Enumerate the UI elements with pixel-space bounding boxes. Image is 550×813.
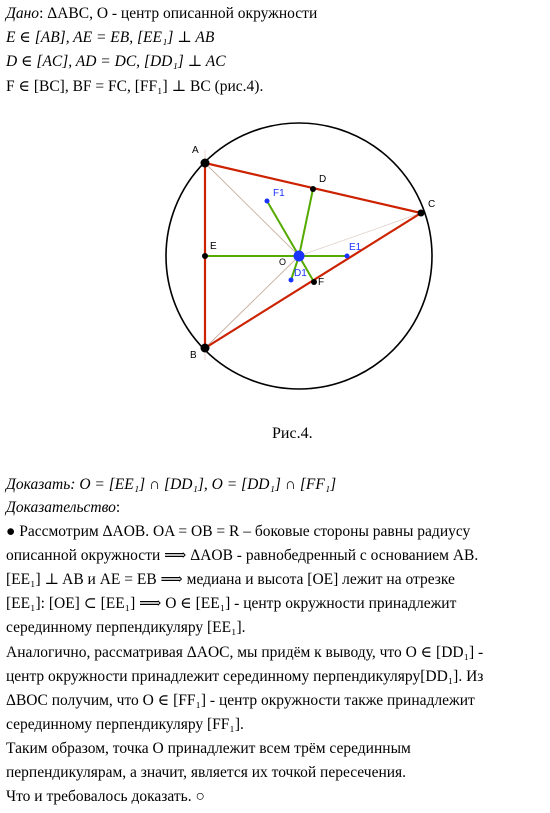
proof-heading	[6, 498, 120, 518]
given-line-2: E ∈ [AB], AE = EB, [EE₁] ⊥ AB	[6, 29, 215, 46]
proof-line-9: серединному перпендикуляру [FF₁].	[6, 716, 244, 733]
given-line-1	[6, 4, 317, 24]
segment-AO	[205, 163, 299, 256]
center-O	[294, 251, 305, 262]
point-E	[202, 253, 208, 259]
point-D	[310, 186, 316, 192]
geometry-figure	[0, 110, 550, 430]
label-D: D	[319, 174, 327, 185]
proof-line-8: ΔBOC получим, что O ∈ [FF₁] - центр окружности также принадлежит	[6, 692, 475, 709]
perpendicular-DD1	[299, 189, 313, 256]
label-E: E	[210, 241, 217, 252]
proof-line-12: Что и требовалось доказать. ○	[6, 788, 205, 805]
label-A: A	[192, 145, 199, 156]
prove-label: Доказать	[6, 476, 71, 493]
prove-statement: : O = [EE₁] ∩ [DD₁], O = [DD₁] ∩ [FF₁]	[70, 476, 337, 493]
proof-label: Доказательство	[6, 499, 116, 516]
figure-caption: Рис.4.	[272, 425, 313, 442]
point-E1	[345, 254, 350, 259]
label-F1: F1	[273, 188, 285, 199]
proof-line-10: Таким образом, точка О принадлежит всем трём серединным	[6, 740, 411, 757]
point-C	[418, 210, 425, 217]
label-B: B	[190, 350, 197, 361]
proof-line-1: ● Рассмотрим ΔAOB. OA = OB = R – боковые стороны равны радиусу	[6, 523, 471, 540]
proof-line-3: [EE₁] ⊥ AB и AE = EB ⟹ медиана и высота [OE] лежит на отрезке	[6, 571, 455, 588]
label-E1: E1	[349, 242, 362, 253]
given-label: Дано	[6, 5, 40, 22]
point-B	[201, 344, 210, 353]
label-D1: D1	[294, 268, 307, 279]
given-line-4: F ∈ [BC], BF = FC, [FF₁] ⊥ BC (рис.4).	[6, 78, 264, 95]
point-F	[311, 279, 317, 285]
point-A	[201, 159, 210, 168]
proof-line-6: Аналогично, рассматривая ΔAOC, мы придём к выводу, что O ∈ [DD₁] -	[6, 644, 484, 661]
proof-line-2: описанной окружности ⟹ ΔAOB - равнобедренный с основанием AB.	[6, 547, 479, 564]
proof-line-5: серединному перпендикуляру [EE₁].	[6, 619, 246, 636]
proof-line-11: перпендикулярам, а значит, является их точкой пересечения.	[6, 764, 407, 781]
prove-line	[6, 475, 336, 495]
proof-line-4: [EE₁]: [OE] ⊂ [EE₁] ⟹ O ∈ [EE₁] - центр окружности принадлежит	[6, 595, 457, 612]
label-F: F	[318, 277, 325, 288]
given-line-3: D ∈ [AC], AD = DC, [DD₁] ⊥ AC	[6, 53, 226, 70]
given-statement: : ΔABC, O - центр описанной окружности	[39, 5, 318, 22]
point-F1	[265, 199, 270, 204]
segment-BO	[205, 256, 299, 348]
proof-line-7: центр окружности принадлежит серединному перпендикуляру[DD₁]. Из	[6, 668, 484, 685]
label-C: C	[428, 199, 436, 210]
point-D1	[289, 278, 294, 283]
proof-colon: :	[115, 499, 121, 516]
label-O: O	[279, 257, 287, 267]
